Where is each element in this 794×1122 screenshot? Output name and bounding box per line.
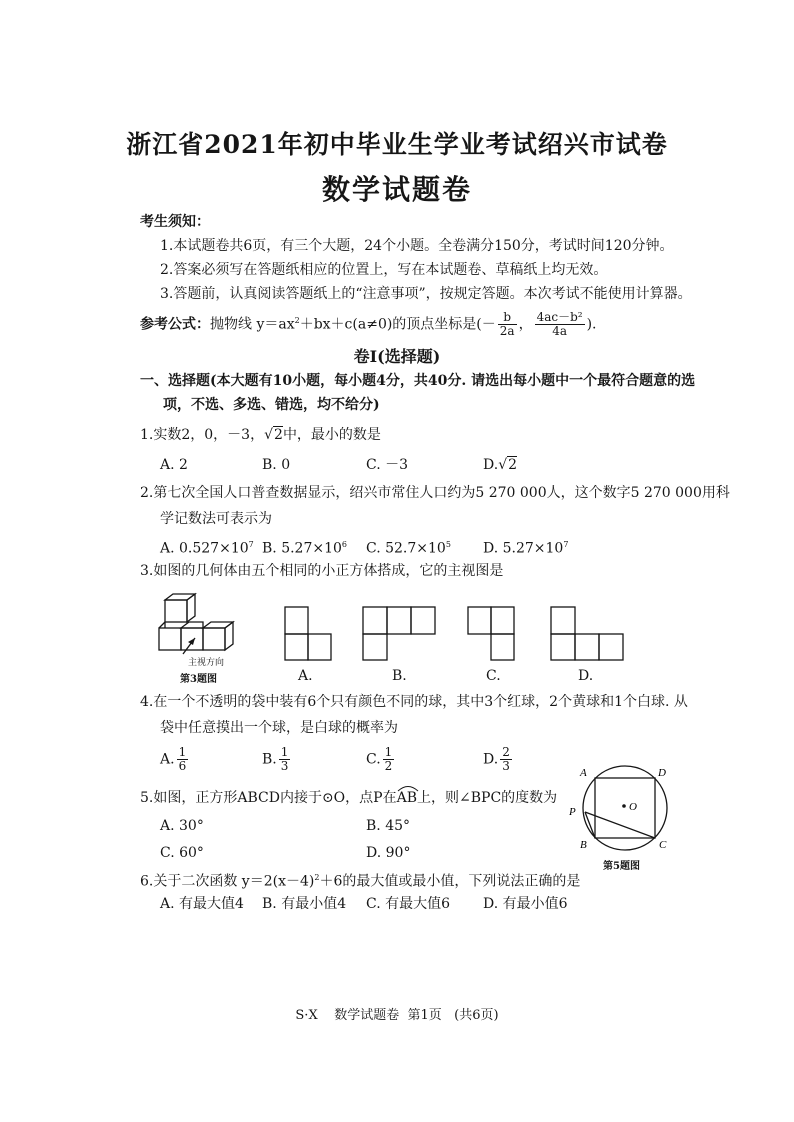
q4-option-b <box>262 746 292 773</box>
point-p-label: P <box>569 806 576 818</box>
q4-option-a <box>160 746 190 773</box>
point-o-label: O <box>629 801 637 813</box>
cube-bottom-3-side <box>225 622 233 650</box>
q4-option-b-label: B. <box>262 751 277 768</box>
q5-option-d: D. 90° <box>366 845 411 861</box>
q2-option-a <box>160 536 254 558</box>
point-b-label: B <box>580 839 587 851</box>
q4-stem-line2: 袋中任意摸出一个球，是白球的概率为 <box>160 720 398 736</box>
q6-stem-sup: 2 <box>314 873 320 882</box>
q4-a-num: 1 <box>178 745 187 759</box>
formula-comma: ， <box>518 316 533 333</box>
q6-stem-after: ＋6的最大值或最小值，下列说法正确的是 <box>319 873 581 890</box>
q4-option-c <box>366 746 396 773</box>
notice-item-3: 3.答题前，认真阅读答题纸上的“注意事项”，按规定答题。本次考试不能使用计算器。 <box>160 286 692 302</box>
q2-option-b-sup: 6 <box>341 540 347 549</box>
q6-stem <box>140 869 580 891</box>
q4-c-den: 2 <box>384 759 393 773</box>
arc-icon <box>397 784 419 792</box>
q3-stem: 3.如图的几何体由五个相同的小正方体搭成，它的主视图是 <box>140 563 504 579</box>
q4-option-d <box>483 746 514 773</box>
q5-option-a: A. 30° <box>160 818 204 834</box>
q2-option-d-text: D. 5.27×10 <box>483 540 564 557</box>
sqrt-icon: √ <box>264 427 274 443</box>
formula-text-before: 抛物线 y＝ax <box>210 316 295 333</box>
formula-fraction-2 <box>535 311 585 338</box>
q3-option-a: A. <box>298 668 313 684</box>
q4-option-c-fraction <box>383 746 395 773</box>
reference-formula <box>140 306 597 340</box>
exam-title: 浙江省2021年初中毕业生学业考试绍兴市试卷 <box>126 130 668 159</box>
q1-option-c: C. －3 <box>366 457 409 473</box>
notice-heading: 考生须知： <box>140 214 210 230</box>
q2-option-c-text: C. 52.7×10 <box>366 540 446 557</box>
q6-option-b: B. 有最小值4 <box>262 896 347 912</box>
formula-fraction-1 <box>498 311 517 338</box>
q3-figure-label: 第3题图 <box>180 674 217 685</box>
cube-bottom-1 <box>159 628 181 650</box>
q5-option-c: C. 60° <box>160 845 204 861</box>
q2-option-a-text: A. 0.527×10 <box>160 540 249 557</box>
cube-bottom-2-top <box>181 622 203 628</box>
formula-close: ). <box>586 316 597 333</box>
q2-option-c <box>366 536 451 558</box>
q4-stem-line1: 4.在一个不透明的袋中装有6个只有颜色不同的球，其中3个红球，2个黄球和1个白球. 从 <box>140 694 688 710</box>
frac2-num: 4ac－b² <box>536 310 583 325</box>
point-c-label: C <box>659 839 667 851</box>
point-d-label: D <box>658 767 666 779</box>
q1-stem-sqrt: 2 <box>274 427 283 443</box>
q4-b-den: 3 <box>280 759 289 773</box>
arrowhead-icon <box>188 638 195 645</box>
q5-option-b: B. 45° <box>366 818 411 834</box>
q6-option-c: C. 有最大值6 <box>366 896 451 912</box>
center-point-icon <box>622 804 626 808</box>
q1-option-b: B. 0 <box>262 457 291 473</box>
q4-d-den: 3 <box>502 759 510 773</box>
cube-bottom-2 <box>181 628 203 650</box>
formula-text-mid: ＋bx＋c(a≠0)的顶点坐标是(－ <box>299 316 496 333</box>
q4-c-num: 1 <box>384 745 393 759</box>
q4-option-d-fraction <box>500 746 512 773</box>
q1-option-d-sqrt: 2 <box>508 457 518 473</box>
q1-stem <box>140 426 381 444</box>
section-heading-line2: 项，不选、多选、错选，均不给分) <box>163 397 380 413</box>
page-footer: S·X 数学试题卷 第1页 (共6页) <box>295 1008 499 1023</box>
cube-top-side <box>187 594 195 622</box>
square-abcd <box>595 778 655 838</box>
q3-option-c: C. <box>486 668 501 684</box>
q1-option-d-prefix: D. <box>483 457 499 473</box>
exam-subtitle: 数学试题卷 <box>321 173 472 206</box>
frac1-num: b <box>498 311 517 325</box>
q5-arc <box>397 789 417 807</box>
cube-top-front <box>165 600 187 622</box>
section-title: 卷Ⅰ(选择题) <box>353 347 441 366</box>
q3-option-b-figure <box>362 606 436 662</box>
q2-option-d <box>483 536 568 558</box>
q2-option-b-text: B. 5.27×10 <box>262 540 342 557</box>
frac1-den: 2a <box>499 324 515 339</box>
q6-stem-before: 6.关于二次函数 y＝2(x－4) <box>140 873 315 890</box>
q2-option-d-sup: 7 <box>563 540 569 549</box>
q4-option-a-label: A. <box>160 751 175 768</box>
q4-option-b-fraction <box>279 746 291 773</box>
q2-option-c-sup: 5 <box>445 540 451 549</box>
q5-arc-label: AB <box>396 790 417 806</box>
q1-stem-before: 1.实数2，0，－3， <box>140 427 265 443</box>
q6-option-d: D. 有最小值6 <box>483 896 568 912</box>
q3-option-b: B. <box>392 668 407 684</box>
q3-option-c-figure <box>467 606 517 662</box>
q2-option-b <box>262 536 347 558</box>
formula-label: 参考公式： <box>140 316 210 333</box>
q1-option-d <box>483 456 517 474</box>
q5-stem <box>140 789 557 807</box>
q1-option-a: A. 2 <box>160 457 188 473</box>
notice-item-1: 1.本试题卷共6页，有三个大题，24个小题。全卷满分150分，考试时间120分钟。 <box>160 238 674 254</box>
notice-item-2: 2.答案必须写在答题纸相应的位置上，写在本试题卷、草稿纸上均无效。 <box>160 262 608 278</box>
frac2-den: 4a <box>552 324 567 339</box>
q3-solid-figure <box>155 590 255 660</box>
q3-direction-label: 主视方向 <box>188 658 225 668</box>
q6-option-a: A. 有最大值4 <box>160 896 244 912</box>
q5-circle-figure <box>560 764 680 856</box>
q1-stem-after: 中，最小的数是 <box>282 427 381 443</box>
q4-a-den: 6 <box>178 759 187 773</box>
q2-stem-line1: 2.第七次全国人口普查数据显示，绍兴市常住人口约为5 270 000人，这个数字5 270 000用科 <box>140 485 730 501</box>
q2-stem-line2: 学记数法可表示为 <box>160 511 272 527</box>
cube-bottom-3 <box>203 628 225 650</box>
q4-option-a-fraction <box>177 746 189 773</box>
section-heading-line1: 一、选择题(本大题有10小题，每小题4分，共40分. 请选出每小题中一个最符合题意的选 <box>140 373 696 389</box>
q5-figure-label: 第5题图 <box>603 861 640 872</box>
sqrt-icon: √ <box>498 457 508 473</box>
q3-option-d: D. <box>578 668 594 684</box>
q3-option-d-figure <box>550 606 626 662</box>
q4-b-num: 1 <box>280 745 289 759</box>
q4-option-c-label: C. <box>366 751 381 768</box>
q2-option-a-sup: 7 <box>248 540 254 549</box>
formula-sup: 2 <box>294 316 300 325</box>
q5-stem-before: 5.如图，正方形ABCD内接于⊙O，点P在 <box>140 790 397 806</box>
q3-option-a-figure <box>284 606 334 662</box>
q5-stem-after: 上，则∠BPC的度数为 <box>417 790 558 806</box>
q4-d-num: 2 <box>502 745 510 759</box>
q4-option-d-label: D. <box>483 751 499 768</box>
point-a-label: A <box>580 767 587 779</box>
